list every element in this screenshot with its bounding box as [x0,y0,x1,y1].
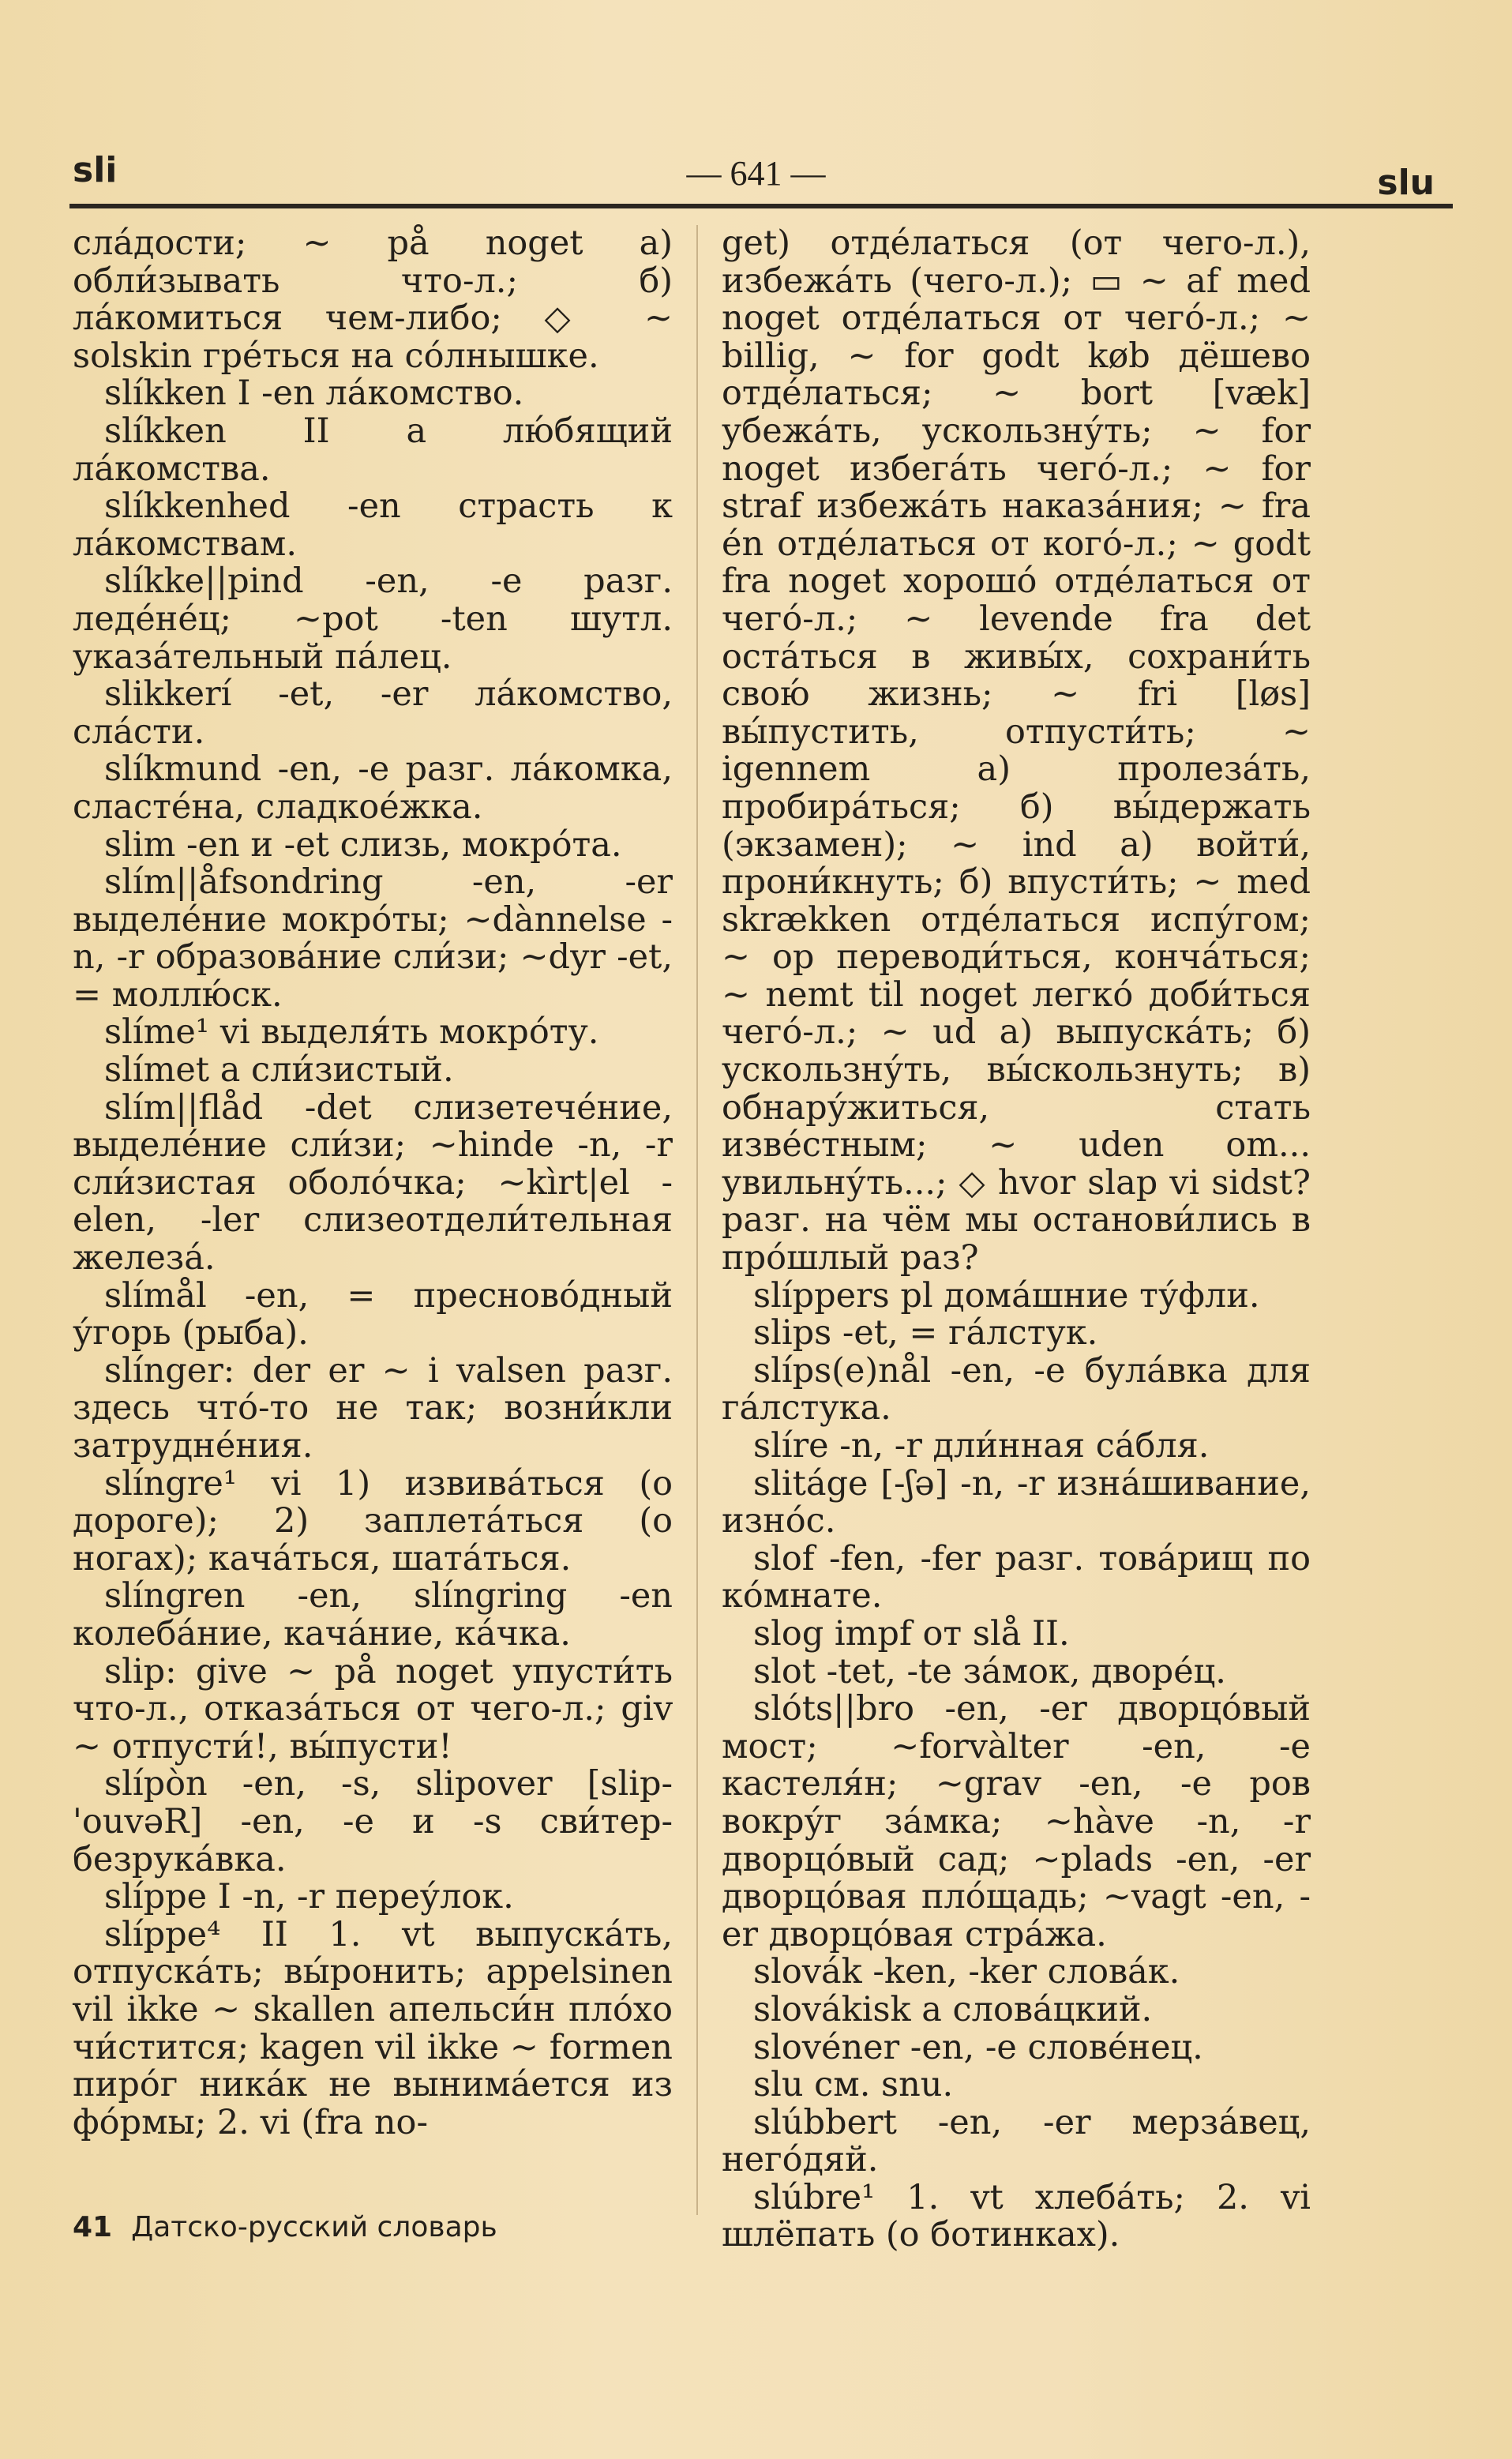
entry: get) отде́латься (от чего-л.), избежа́ть (чего-л.); ▭ ~ af med noget отде́латься от чего́-л.; ~ billig, ~ for godt køb дёшево отде́латься; ~ bort [væk] убежа́ть, ускользну́ть; ~ for noget избега́ть чего́-л.; ~ for straf избежа́ть наказа́ния; ~ fra én отде́латься от кого́-л.; ~ godt fra noget хорошо́ отде́латься от чего́-л.; ~ levende fra det оста́ться в живы́х, сохрани́ть свою́ жизнь; ~ fri [løs] вы́пустить, отпусти́ть; ~ igennem a) пролеза́ть, пробира́ться; б) вы́держать (экзамен); ~ ind a) войти́, прони́кнуть; б) впусти́ть; ~ med skrækken отде́латься испу́гом; ~ op переводи́ться, конча́ться; ~ nemt til noget легко́ доби́ться чего́-л.; ~ ud a) выпуска́ть; б) ускользну́ть, вы́скользнуть; в) обнару́житься, стать изве́стным; ~ uden om... увильну́ть...; ◇ hvor slap vi sidst? разг. на чём мы останови́лись в про́шлый раз? [722,223,1311,1278]
entry: slóts||bro -en, -er дворцо́вый мост; ~forvàlter -en, -e кастеля́н; ~grav -en, -e ров вокру́г за́мка; ~hàve -n, -r дворцо́вый сад; ~plads -en, -er дворцо́вая пло́щадь; ~vagt -en, -er дворцо́вая стра́жа. [722,1689,1311,1954]
entry: slímet a сли́зистый. [104,1050,454,1091]
entry: slínger: der er ~ i valsen разг. здесь что́-то не так; возни́кли затрудне́ния. [73,1350,673,1466]
entry: slof -fen, -fer разг. това́рищ по ко́мнате. [722,1538,1311,1616]
entry: slímål -en, = пресново́дный у́горь (рыба). [73,1275,673,1353]
page-footer [73,2211,497,2243]
header-rule [69,204,1453,208]
entry: slíkken II a лю́бящий ла́комства. [73,411,673,489]
entry: slíngre¹ vi 1) извива́ться (о дороге); 2) заплета́ться (о ногах); кача́ться, шата́ться. [73,1463,673,1579]
entry: slíppe I -n, -r переу́лок. [104,1877,514,1917]
entry: slím||åfsondring -en, -er выделе́ние мокро́ты; ~dànnelse -n, -r образова́ние сли́зи; ~dyr -et, = моллю́ск. [73,862,673,1015]
entry: slíkmund -en, -e разг. ла́комка, сласте́на, сладкое́жка. [73,749,673,827]
entry: slúbre¹ 1. vt хлеба́ть; 2. vi шлёпать (о ботинках). [722,2177,1311,2255]
right-column [722,225,1311,2254]
entry: slíps(e)nål -en, -e була́вка для га́лстука. [722,1350,1311,1428]
entry: slovákisk a слова́цкий. [753,1989,1153,2029]
entry: slot -tet, -te за́мок, дворе́ц. [753,1651,1226,1691]
entry: slíme¹ vi выделя́ть мокро́ту. [104,1012,599,1053]
book-title: Датско-русский словарь [131,2211,497,2243]
entry: slíppe⁴ II 1. vt выпуска́ть, отпуска́ть; вы́ронить; appelsinen vil ikke ~ skallen апельси́н пло́хо чи́стится; kagen vil ikke ~ formen пиро́г ника́к не вынима́ется из фо́рмы; 2. vi (fra no- [73,1914,673,2142]
entry: slúbbert -en, -er мерза́вец, него́дяй. [722,2102,1311,2180]
entry: slip: give ~ på noget упусти́ть что-л., отказа́ться от чего-л.; giv ~ отпусти́!, вы́пусти! [73,1651,673,1766]
entry: slíkkenhed -en страсть к ла́комствам. [73,486,673,564]
entry: slovéner -en, -e слове́нец. [753,2027,1203,2067]
entry: slovák -ken, -ker слова́к. [753,1952,1180,1992]
entry: slíkke||pind -en, -e разг. леде́не́ц; ~pot -ten шутл. указа́тельный па́лец. [73,561,673,677]
entry: slog impf от slå II. [753,1613,1070,1654]
header-left-guide-word: sli [73,150,118,190]
page-number: — 641 — [686,154,826,193]
header-right-guide-word: slu [1377,163,1435,203]
entry: slu см. snu. [753,2065,954,2105]
left-column [73,225,673,2142]
entry: slím||flåd -det слизетече́ние, выделе́ние сли́зи; ~hinde -n, -r сли́зистая оболо́чка; ~kìrt|el -elen, -ler слизеотдели́тельная железа́. [73,1087,673,1278]
entry: slips -et, = га́лстук. [753,1313,1098,1353]
entry: сла́дости; ~ på noget a) обли́зывать что-л.; б) ла́комиться чем-либо; ◇ ~ solskin гре́ться на со́лнышке. [73,223,673,376]
entry: slíngren -en, slíngring -en колеба́ние, кача́ние, ка́чка. [73,1576,673,1654]
column-divider [696,225,698,2215]
signature-number: 41 [73,2211,113,2243]
entry: slípòn -en, -s, slipover [slip-'ouvəR] -en, -e и -s сви́тер-безрука́вка. [73,1764,673,1879]
entry: slíkken I -en ла́комство. [104,374,524,414]
entry: slikkerí -et, -er ла́комство, сла́сти. [73,674,673,752]
entry: slim -en и -et слизь, мокро́та. [104,824,622,865]
entry: slíre -n, -r дли́нная са́бля. [753,1426,1210,1466]
entry: slitáge [-ʃə] -n, -r изна́шивание, изно́с. [722,1463,1311,1541]
entry: slíppers pl дома́шние ту́фли. [753,1275,1260,1316]
